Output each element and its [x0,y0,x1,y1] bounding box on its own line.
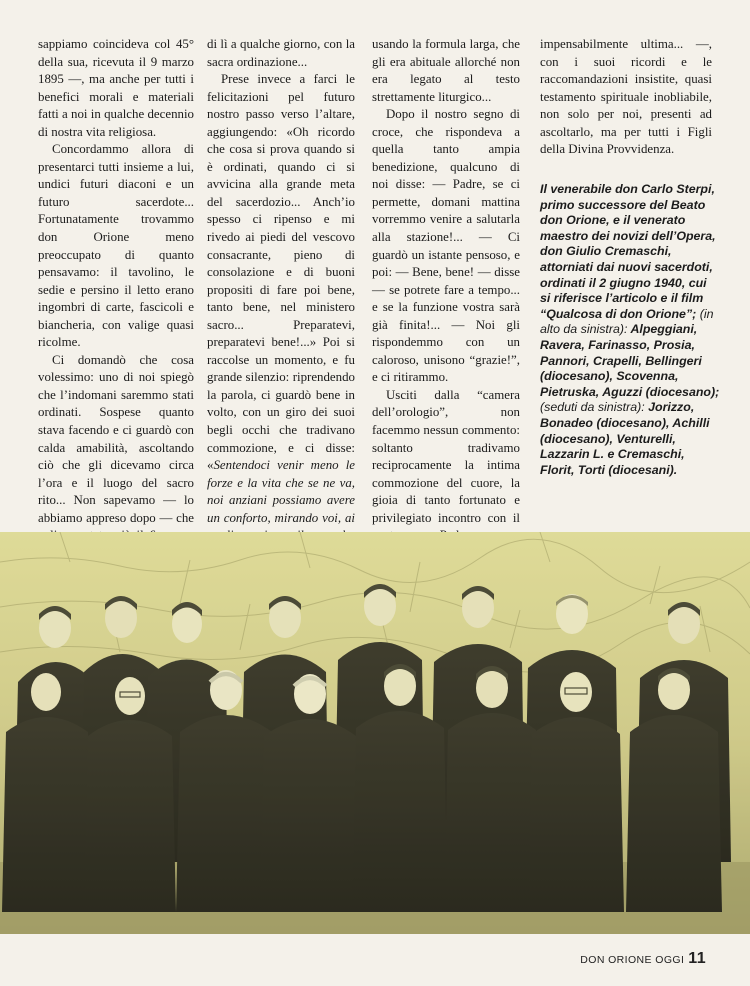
article-column-4 [540,36,712,159]
caption-text: Il venerabile don Carlo Sterpi, primo successore del Beato don Orione, e il venerato maestro dei novizi dell’Opera, don Giulio Cremaschi, attorniati dai nuovi sacerdoti, ordinati il 2 giugno 1940, cui si riferisce l’articolo e il film “Qualcosa di don Orione”; [540,182,716,321]
quote-text: Sentendoci venir meno le forze e la vita che se ne va, noi anziani possiamo avere un conforto, mirando voi, ai [207,458,355,525]
paragraph-text: Prese invece a farci le felicitazioni pel futuro nostro passo verso l’altare, aggiungendo: «Oh ricordo che cosa si prova quando si è ordinati, quando ci si avvicina alla grande meta del sacerdozio... Anch’io spesso ci ripenso e mi rivedo ai piedi del vescovo consacrante, pieno di consolazione e di buoni propositi di fare poi bene, tanto bene, nel ministero sacro... Preparatevi, preparatevi bene!...» Poi si raccolse un momento, e fu grande silenzio: riprendendo la parola, ci guardò bene in volto, con un giro dei suoi begli occhi che tradivano commozione, e ci disse: « [207,72,355,473]
paragraph: sappiamo coincideva col 45° della sua, ricevuta il 9 marzo 1895 —, ma anche per tutti i benefici morali e materiali fatti a noi in qualche decennio di nostra vita religiosa. [38,37,194,139]
group-photo-illustration [0,532,750,934]
paragraph: impensabilmente ultima... —, con i suoi ricordi e le raccomandazioni insistite, quasi testamento spirituale inobliabile, non solo per noi, presenti ad ascoltarlo, ma per tutti i Figli della Divina Provvidenza. [540,37,712,157]
page-number: 11 [688,950,706,967]
photo-caption [540,182,720,478]
caption-text: Alpeggiani, Ravera, Farinasso, Prosia, Pannori, Crapelli, Bellingeri (diocesano), Scovenna, Pietruska, Aguzzi (diocesano); [540,322,720,399]
caption-label: (seduti da sinistra): [540,400,645,415]
magazine-name: DON ORIONE OGGI [580,954,685,966]
paragraph: Dopo il nostro segno di croce, che rispondeva a quella tanto ampia benedizione, qualcuno di noi disse: — Padre, se ci permette, domani mattina vorremmo venire a salutarla alla stazione!... — Ci guardò un istante pensoso, e poi: — Bene, bene! — disse — se potrete fare a tempo... e se la funzione vostra sarà già finita!... — Noi gli rispondemmo con un caloroso, unisono “grazie!”, e ci ritirammo. [372,107,520,385]
caption-label: (in alto da sinistra): [540,306,714,337]
paragraph: Usciti dalla “camera dell’orologio”, non facemmo nessun commento: soltanto tradivamo reciprocamente la intima commozione del cuore, la gioia di tanto fortunato e privilegiato incontro con il [372,387,520,525]
paragraph [207,71,355,597]
caption-text: Jorizzo, Bonadeo (diocesano), Achilli (diocesano), Venturelli, Lazzarin L. e Cremaschi, Florit, Torti (diocesani). [540,400,710,477]
page-footer [580,950,706,968]
group-photo [0,532,750,934]
paragraph: Concordammo allora di presentarci tutti insieme a lui, undici futuri diaconi e un futuro sacerdote... Fortunatamente trovammo don Orione meno preoccupato di quanto pensavamo: il tavolino, le sedie e persino il letto erano ingombri di carte, fascicoli e biancheria, con valige quasi ricolme. [38,142,194,350]
paragraph: di lì a qualche giorno, con la sacra ordinazione... [207,37,355,69]
paragraph: usando la formula larga, che gli era abituale allorché non era legato al testo strettamente liturgico... [372,37,520,104]
photo-tint [0,532,750,934]
paragraph: Ci domandò che cosa volessimo: uno di noi spiegò che l’indomani saremmo stati ordinati. Sospese quanto stava facendo e ci guardò con calda amabilità, ascoltando ciò che gli dicevamo circa l’ora e il luogo del sacro rito... Non sapevamo — lo abbiamo appreso dopo — che [38,352,194,525]
